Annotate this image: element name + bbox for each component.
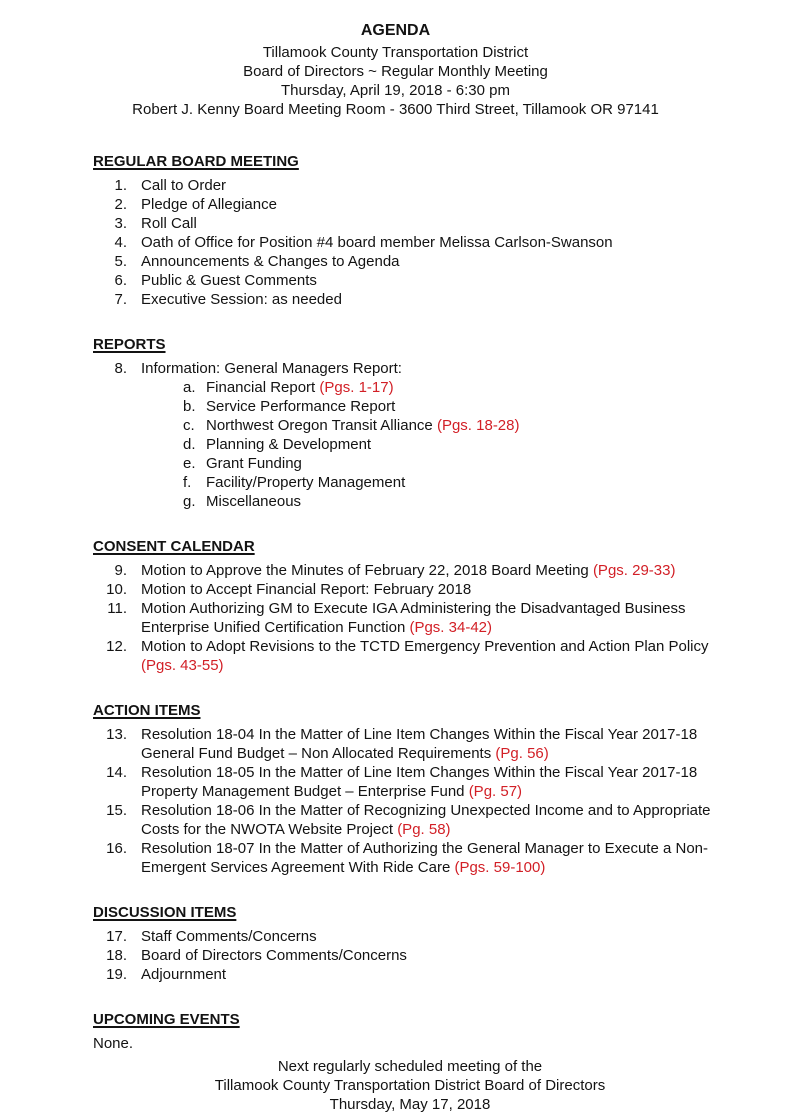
item-text-part: Roll Call (141, 215, 197, 232)
document-title: AGENDA (360, 22, 431, 39)
item-text-part: Public & Guest Comments (141, 272, 317, 289)
item-number: 4. (114, 234, 127, 251)
sub-item-text (206, 473, 405, 492)
section-title: ACTION ITEMS (93, 702, 201, 719)
sub-item (183, 378, 727, 397)
item-text-part: Motion to Accept Financial Report: February 2018 (141, 581, 472, 598)
item-number: 7. (114, 291, 127, 308)
agenda-item (93, 214, 727, 233)
item-number: 11. (107, 600, 127, 617)
section-title: CONSENT CALENDAR (93, 538, 255, 555)
item-text (141, 561, 727, 580)
item-text (141, 214, 727, 233)
item-number: 16. (106, 840, 127, 857)
agenda-item (93, 599, 727, 637)
item-text (141, 290, 727, 309)
item-text-part: Motion to Approve the Minutes of February 22, 2018 Board Meeting (141, 562, 593, 579)
item-text (141, 725, 727, 763)
header-line: Thursday, April 19, 2018 - 6:30 pm (280, 82, 510, 99)
document-content (93, 152, 727, 1114)
footer-line: Thursday, May 17, 2018 (329, 1096, 491, 1113)
agenda-item (93, 176, 727, 195)
footer-line: Tillamook County Transportation District Board of Directors (214, 1077, 606, 1094)
item-text-part: Resolution 18-04 In the Matter of Line Item Changes Within the Fiscal Year 2017-18 General Fund Budget – Non Allocated Requirements (141, 726, 698, 762)
sub-item (183, 435, 727, 454)
item-number: 15. (106, 802, 127, 819)
item-text-part: Facility/Property Management (206, 474, 406, 491)
item-number: 12. (106, 638, 127, 655)
item-number: 1. (114, 177, 127, 194)
sub-item-text (206, 378, 394, 397)
item-text-part: Pledge of Allegiance (141, 196, 277, 213)
agenda-item (93, 359, 727, 511)
item-number: 9. (114, 562, 127, 579)
document-footer (93, 1057, 727, 1114)
page-ref: (Pgs. 29-33) (592, 562, 676, 579)
page-ref: (Pgs. 34-42) (409, 619, 493, 636)
header-line: Board of Directors ~ Regular Monthly Meeting (243, 63, 548, 80)
item-text-part: Motion Authorizing GM to Execute IGA Administering the Disadvantaged Business Enterprise Unified Certification Function (141, 600, 686, 636)
section-note: None. (93, 1035, 134, 1052)
section-title: DISCUSSION ITEMS (93, 904, 237, 921)
item-text (141, 946, 727, 965)
section-title: UPCOMING EVENTS (93, 1011, 240, 1028)
agenda-item (93, 252, 727, 271)
agenda-item (93, 561, 727, 580)
sub-item-letter: b. (183, 398, 196, 415)
item-number: 19. (106, 966, 127, 983)
item-text-part: Adjournment (141, 966, 227, 983)
agenda-item (93, 801, 727, 839)
item-text (141, 176, 727, 195)
agenda-item (93, 763, 727, 801)
document-header (0, 21, 791, 119)
item-text-part: Miscellaneous (206, 493, 302, 510)
sub-item (183, 492, 727, 511)
item-number: 10. (106, 581, 127, 598)
item-text (141, 965, 727, 984)
footer-line: Next regularly scheduled meeting of the (277, 1058, 543, 1075)
header-line: Tillamook County Transportation District (262, 44, 529, 61)
section-title: REPORTS (93, 336, 166, 353)
item-text-part: Oath of Office for Position #4 board member Melissa Carlson-Swanson (141, 234, 613, 251)
agenda-item (93, 965, 727, 984)
item-text (141, 763, 727, 801)
item-text (141, 271, 727, 290)
item-number: 2. (114, 196, 127, 213)
item-text (141, 580, 727, 599)
item-text-part: Call to Order (141, 177, 227, 194)
section-discussion-items (93, 903, 727, 984)
item-number: 18. (106, 947, 127, 964)
page-ref: (Pgs. 1-17) (319, 379, 394, 396)
agenda-item (93, 637, 727, 675)
item-number: 13. (106, 726, 127, 743)
item-text (141, 801, 727, 839)
agenda-item (93, 725, 727, 763)
page-ref: (Pg. 56) (495, 745, 549, 762)
sub-item-text (206, 397, 395, 416)
item-text (141, 252, 727, 271)
sub-item (183, 416, 727, 435)
agenda-item (93, 946, 727, 965)
item-number: 5. (114, 253, 127, 270)
item-text-part: Information: General Managers Report: (141, 360, 402, 377)
agenda-item (93, 271, 727, 290)
sub-item (183, 454, 727, 473)
item-number: 14. (106, 764, 127, 781)
sub-item-letter: f. (183, 474, 192, 491)
sub-item (183, 473, 727, 492)
sub-item-letter: g. (183, 493, 196, 510)
item-text (141, 927, 727, 946)
sub-item-text (206, 435, 371, 454)
item-text-part: Northwest Oregon Transit Alliance (206, 417, 437, 434)
item-text-part: Resolution 18-05 In the Matter of Line Item Changes Within the Fiscal Year 2017-18 Property Management Budget – Enterprise Fund (141, 764, 698, 800)
item-text-part: Resolution 18-07 In the Matter of Authorizing the General Manager to Execute a Non-Emergent Services Agreement With Ride Care (141, 840, 708, 876)
section-title: REGULAR BOARD MEETING (93, 153, 299, 170)
item-text (141, 195, 727, 214)
item-text (141, 233, 727, 252)
agenda-item (93, 233, 727, 252)
header-line: Robert J. Kenny Board Meeting Room - 3600 Third Street, Tillamook OR 97141 (132, 101, 659, 118)
agenda-item (93, 195, 727, 214)
header-lines (0, 43, 791, 119)
sub-item-letter: c. (183, 417, 195, 434)
sub-item-letter: a. (183, 379, 196, 396)
item-text-part: Board of Directors Comments/Concerns (141, 947, 407, 964)
page-ref: (Pgs. 18-28) (436, 417, 520, 434)
section-consent-calendar (93, 537, 727, 675)
item-text-part: Service Performance Report (206, 398, 396, 415)
item-text (141, 359, 727, 511)
page-ref: (Pgs. 59-100) (454, 859, 546, 876)
item-text-part: Grant Funding (206, 455, 302, 472)
item-text (141, 839, 727, 877)
item-text-part: Executive Session: as needed (141, 291, 342, 308)
item-text (141, 637, 727, 675)
sub-item-letter: e. (183, 455, 196, 472)
item-text-part: Announcements & Changes to Agenda (141, 253, 400, 270)
agenda-item (93, 927, 727, 946)
sub-item-text (206, 492, 301, 511)
agenda-item (93, 839, 727, 877)
sub-item-text (206, 416, 520, 435)
sub-item (183, 397, 727, 416)
item-number: 3. (114, 215, 127, 232)
item-text-part: Staff Comments/Concerns (141, 928, 317, 945)
page-ref: (Pg. 57) (468, 783, 523, 800)
item-text-part: Motion to Adopt Revisions to the TCTD Emergency Prevention and Action Plan Policy (141, 638, 709, 655)
item-number: 6. (114, 272, 127, 289)
agenda-sections (93, 152, 727, 1053)
item-text-part: Financial Report (206, 379, 320, 396)
page-ref: (Pg. 58) (397, 821, 451, 838)
agenda-item (93, 580, 727, 599)
item-text-part: Resolution 18-06 In the Matter of Recognizing Unexpected Income and to Appropriate Costs for the NWOTA Website Project (141, 802, 711, 838)
item-number: 8. (114, 360, 127, 377)
section-upcoming-events (93, 1010, 727, 1053)
sub-item-text (206, 454, 302, 473)
page-ref: (Pgs. 43-55) (141, 657, 224, 674)
sub-item-letter: d. (183, 436, 196, 453)
section-regular-board-meeting (93, 152, 727, 309)
item-number: 17. (106, 928, 127, 945)
section-action-items (93, 701, 727, 877)
item-text (141, 599, 727, 637)
item-text-part: Planning & Development (206, 436, 372, 453)
section-reports (93, 335, 727, 511)
agenda-item (93, 290, 727, 309)
